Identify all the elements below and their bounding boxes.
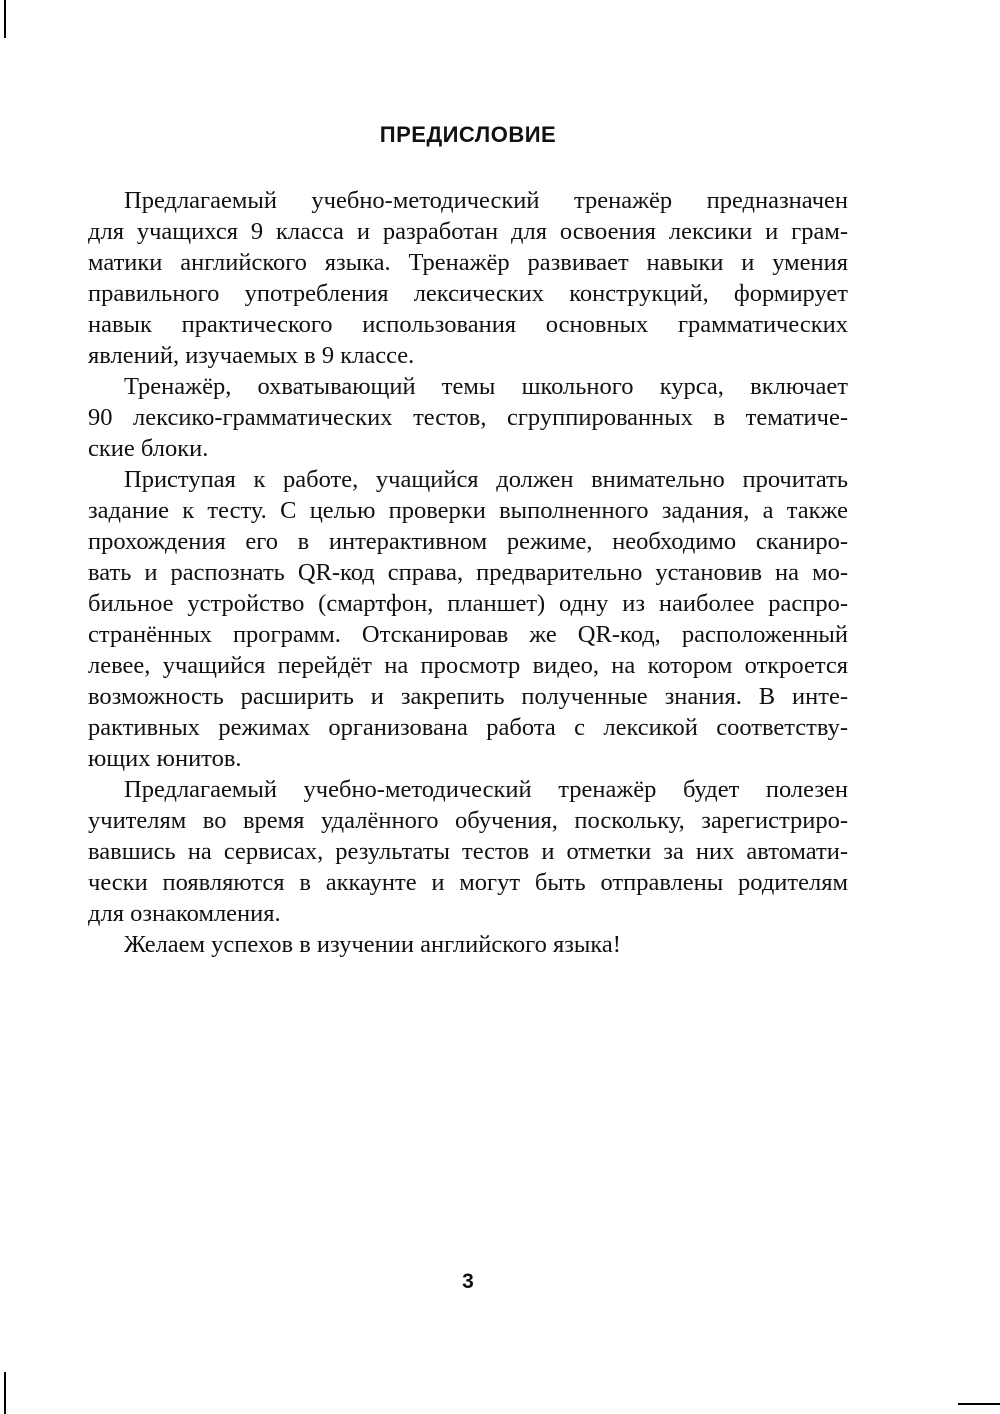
text-line: Желаем успехов в изучении английского языка! [124,931,621,958]
text-line: ющих юнитов. [88,745,242,772]
page-number: 3 [462,1270,474,1293]
paragraph-intro [88,185,848,371]
text-line: Предлагаемый учебно-методический тренажёр предназначен [124,187,848,214]
paragraph-contents [88,371,848,464]
text-line: возможность расширить и закрепить полученные знания. В инте- [88,683,848,710]
text-line: матики английского языка. Тренажёр развивает навыки и умения [88,249,848,276]
text-line: явлений, изучаемых в 9 классе. [88,342,415,369]
text-line: бильное устройство (смартфон, планшет) одну из наиболее распро- [88,590,848,617]
text-line: правильного употребления лексических конструкций, формирует [88,280,848,307]
text-line: Приступая к работе, учащийся должен внимательно прочитать [124,466,848,493]
text-line: левее, учащийся перейдёт на просмотр видео, на котором откроется [88,652,848,679]
text-line: для ознакомления. [88,900,281,927]
text-line: для учащихся 9 класса и разработан для освоения лексики и грам- [88,218,848,245]
text-line: ские блоки. [88,435,209,462]
text-line: задание к тесту. С целью проверки выполненного задания, а также [88,497,848,524]
text-line: странённых программ. Отсканировав же QR-код, расположенный [88,621,848,648]
text-line: вавшись на сервисах, результаты тестов и отметки за них автомати- [88,838,848,865]
paragraph-instructions [88,464,848,774]
text-line: 90 лексико-грамматических тестов, сгруппированных в тематиче- [88,404,848,431]
crop-mark-bottom-right [958,1403,1000,1405]
text-line: прохождения его в интерактивном режиме, необходимо сканиро- [88,528,848,555]
crop-mark-top-left [4,0,6,38]
page-title: ПРЕДИСЛОВИЕ [379,122,557,147]
text-line: вать и распознать QR-код справа, предварительно установив на мо- [88,559,848,586]
preface-body [88,185,848,960]
text-line: рактивных режимах организована работа с лексикой соответству- [88,714,848,741]
paragraph-closing [88,929,848,960]
crop-mark-bottom-left [4,1372,6,1414]
text-line: навык практического использования основных грамматических [88,311,848,338]
text-line: чески появляются в аккаунте и могут быть отправлены родителям [88,869,848,896]
text-line: Предлагаемый учебно-методический тренажёр будет полезен [124,776,848,803]
text-line: Тренажёр, охватывающий темы школьного курса, включает [124,373,848,400]
text-line: учителям во время удалённого обучения, поскольку, зарегистриро- [88,807,848,834]
paragraph-teachers [88,774,848,929]
